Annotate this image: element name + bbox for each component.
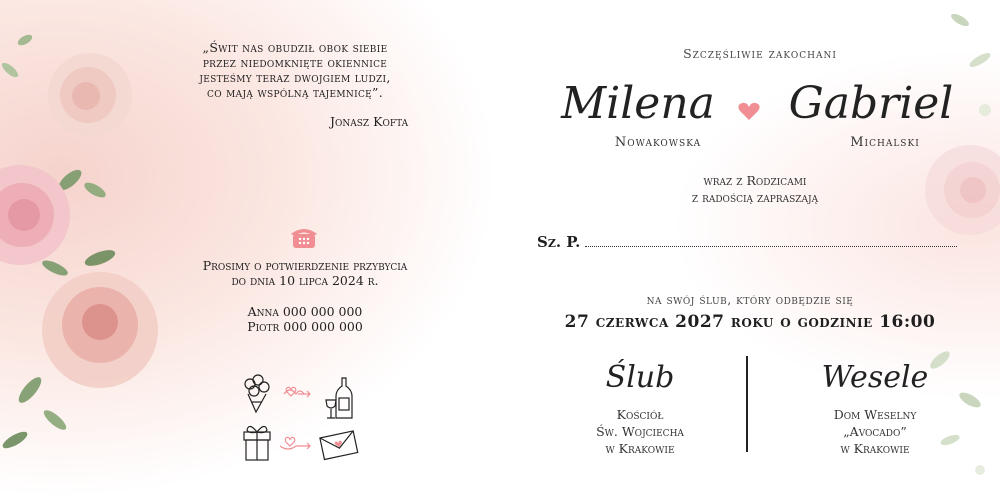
ceremony-title: Ślub <box>605 360 675 395</box>
contact-anna: Anna 000 000 000 <box>247 304 363 319</box>
poem-line: „Świt nas obudził obok siebie <box>202 40 388 55</box>
poem-line: jesteśmy teraz dwojgiem ludzi, <box>199 70 391 85</box>
gift-box-icon <box>244 426 270 460</box>
venue-line: „Avocado” <box>843 424 907 439</box>
groom-surname: Michalski <box>850 135 920 150</box>
rsvp-line: Prosimy o potwierdzenie przybycia <box>202 258 408 273</box>
guest-name-line <box>585 246 957 247</box>
venue-line: w Krakowie <box>840 441 910 456</box>
phone-icon <box>289 224 319 250</box>
contact-piotr: Piotr 000 000 000 <box>247 319 363 334</box>
poem-line: przez niedomknięte okiennice <box>202 55 388 70</box>
poem-author: Jonasz Kofta <box>330 114 409 129</box>
invitation-line: na swój ślub, który odbędzie się <box>646 292 854 307</box>
parents-line: z radością zapraszają <box>691 190 819 205</box>
venue-line: Kościół <box>616 407 664 422</box>
rsvp-contacts <box>220 304 390 334</box>
bride-name: Milena <box>561 78 715 129</box>
poem-line: co mają wspólną tajemnicę”. <box>207 85 383 100</box>
bride-surname: Nowakowska <box>614 135 702 150</box>
bouquet-icon <box>245 375 269 412</box>
events-divider <box>746 356 748 452</box>
venue-line: Św. Wojciecha <box>596 424 684 439</box>
venue-line: w Krakowie <box>605 441 675 456</box>
parents-text <box>620 172 890 206</box>
wine-icon <box>326 378 352 418</box>
parents-line: wraz z Rodzicami <box>703 173 807 188</box>
reception-title: Wesele <box>821 360 929 395</box>
wedding-date: 27 czerwca 2027 roku o godzinie 16:00 <box>564 312 936 332</box>
poem-quote <box>175 40 415 100</box>
venue-line: Dom Weselny <box>833 407 917 422</box>
guest-label: Sz. P. <box>537 233 581 251</box>
header-text: Szczęśliwie zakochani <box>683 46 837 61</box>
ceremony-venue <box>560 406 720 457</box>
reception-venue <box>790 406 960 457</box>
envelope-icon <box>320 431 358 460</box>
rsvp-line: do dnia 10 lipca 2024 r. <box>231 273 379 288</box>
groom-name: Gabriel <box>788 78 954 129</box>
flower-decoration-left <box>0 0 180 500</box>
gift-icons <box>240 374 370 464</box>
heart-icon <box>737 100 761 122</box>
rsvp-request <box>160 258 450 288</box>
